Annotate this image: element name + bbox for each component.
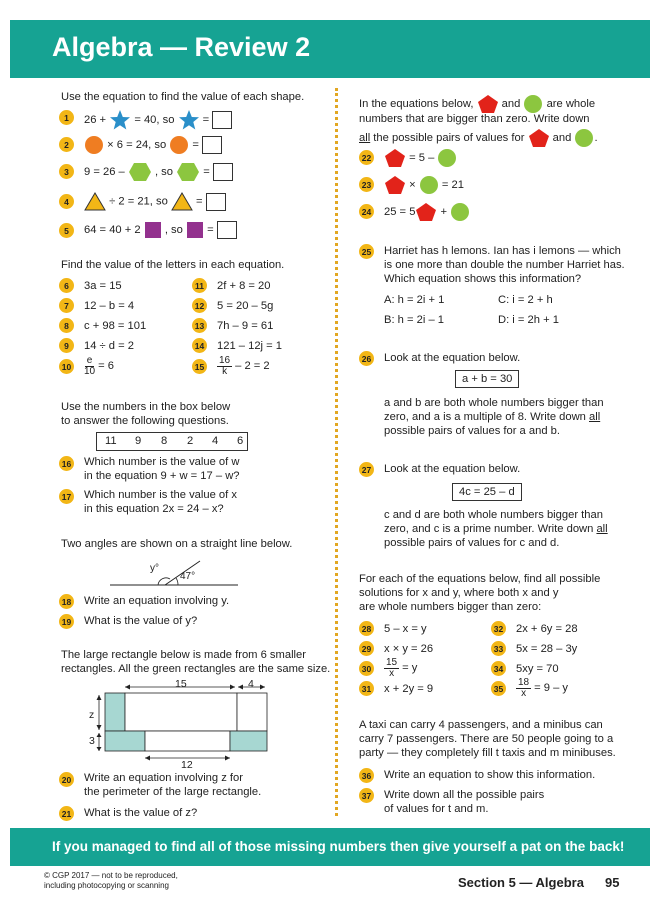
pentagon-icon	[528, 128, 550, 148]
number-value: 4	[212, 435, 219, 447]
angle-47-label: 47°	[180, 571, 196, 582]
question-23: × = 21	[384, 175, 464, 195]
equation: $\frac{15}{x}$ = y	[386, 656, 418, 679]
shapes-intro: Use the equation to find the value of each shape.	[61, 91, 305, 103]
circle-icon	[450, 202, 470, 222]
equation: 14 ÷ d = 2	[84, 340, 134, 352]
question-26-line3: possible pairs of values for a and b.	[384, 425, 560, 437]
question-badge: 24	[359, 204, 374, 219]
question-27-intro: Look at the equation below.	[384, 463, 521, 475]
circle-icon	[437, 148, 457, 168]
taxi-text: A taxi can carry 4 passengers, and a minibus can	[359, 719, 603, 731]
question-25-line2: is one more than double the number Harriet has.	[384, 259, 625, 271]
answer-box[interactable]	[212, 111, 232, 129]
equation: 121 – 12j = 1	[217, 340, 283, 352]
question-20-line2: the perimeter of the large rectangle.	[84, 786, 262, 798]
question-4: ÷ 2 = 21, so =	[84, 192, 226, 211]
question-badge: 12	[192, 298, 207, 313]
xy-intro: For each of the equations below, find all possible	[359, 573, 601, 585]
number-value: 8	[161, 435, 168, 447]
question-1: 26 + = 40, so =	[84, 109, 232, 131]
number-value: 2	[187, 435, 194, 447]
circle-icon	[84, 135, 104, 155]
question-17-line1: Which number is the value of x	[84, 489, 237, 501]
answer-box[interactable]	[213, 163, 233, 181]
angle-diagram	[110, 558, 240, 590]
page-title: Algebra — Review 2	[52, 32, 311, 62]
intro-line2: numbers that are bigger than zero. Write down	[359, 113, 590, 125]
option-a[interactable]: A: h = 2i + 1	[384, 294, 445, 306]
question-badge: 9	[59, 338, 74, 353]
question-badge: 32	[491, 621, 506, 636]
question-badge: 5	[59, 223, 74, 238]
numbers-intro: Use the numbers in the box below	[61, 401, 231, 413]
taxi-text: party — they completely fill t taxis and m minibuses.	[359, 747, 616, 759]
question-16-line1: Which number is the value of w	[84, 456, 240, 468]
question-badge: 29	[359, 641, 374, 656]
rect-intro: rectangles. All the green rectangles are the same size.	[61, 663, 331, 675]
triangle-icon	[171, 192, 193, 211]
question-37-line2: of values for t and m.	[384, 803, 489, 815]
question-badge: 25	[359, 244, 374, 259]
hexagon-icon	[176, 162, 200, 182]
question-19: What is the value of y?	[84, 615, 198, 627]
question-badge: 26	[359, 351, 374, 366]
equation: 3a = 15	[84, 280, 122, 292]
equation: $\frac{e}{10}$ = 6	[84, 354, 114, 377]
question-badge: 11	[192, 278, 207, 293]
equation: $\frac{16}{k}$ – 2 = 2	[219, 354, 270, 377]
option-c[interactable]: C: i = 2 + h	[498, 294, 553, 306]
question-22: = 5 –	[384, 148, 457, 168]
question-20-line1: Write an equation involving z for	[84, 772, 243, 784]
angles-intro: Two angles are shown on a straight line below.	[61, 538, 293, 550]
number-value: 6	[237, 435, 244, 447]
equation: x + 2y = 9	[384, 683, 434, 695]
square-icon	[186, 221, 204, 239]
equation-box: a + b = 30	[455, 370, 519, 388]
question-badge: 37	[359, 788, 374, 803]
pentagon-icon	[384, 148, 406, 168]
rect-label-12: 12	[181, 759, 193, 771]
question-27-line3: possible pairs of values for c and d.	[384, 537, 560, 549]
question-badge: 34	[491, 661, 506, 676]
equation: 2f + 8 = 20	[217, 280, 271, 292]
circle-icon	[574, 128, 594, 148]
section-label: Section 5 — Algebra	[458, 875, 584, 890]
question-25-line3: Which equation shows this information?	[384, 273, 582, 285]
equation: 7h – 9 = 61	[217, 320, 274, 332]
question-27-line1: c and d are both whole numbers bigger than	[384, 509, 603, 521]
question-badge: 21	[59, 806, 74, 821]
number-value: 9	[135, 435, 142, 447]
question-badge: 7	[59, 298, 74, 313]
question-badge: 33	[491, 641, 506, 656]
question-27-line2: zero, and c is a prime number. Write down all	[384, 523, 608, 535]
equation: 5 – x = y	[384, 623, 427, 635]
question-2: × 6 = 24, so =	[84, 135, 222, 155]
question-badge: 22	[359, 150, 374, 165]
circle-icon	[169, 135, 189, 155]
equation: 12 – b = 4	[84, 300, 135, 312]
equation: 5xy = 70	[516, 663, 559, 675]
question-badge: 19	[59, 614, 74, 629]
pentagon-icon	[477, 94, 499, 114]
question-badge: 27	[359, 462, 374, 477]
xy-intro: are whole numbers bigger than zero:	[359, 601, 542, 613]
shapes-intro-right: In the equations below, and are whole	[359, 94, 595, 114]
rect-label-z: z	[89, 709, 95, 721]
question-5: 64 = 40 + 2 , so =	[84, 221, 237, 239]
question-badge: 35	[491, 681, 506, 696]
equation: 5x = 28 – 3y	[516, 643, 578, 655]
question-badge: 17	[59, 489, 74, 504]
question-24: 25 = 5 +	[384, 202, 470, 222]
question-badge: 20	[59, 772, 74, 787]
equation: c + 98 = 101	[84, 320, 147, 332]
triangle-icon	[84, 192, 106, 211]
question-badge: 23	[359, 177, 374, 192]
question-21: What is the value of z?	[84, 807, 198, 819]
question-18: Write an equation involving y.	[84, 595, 230, 607]
header-banner	[10, 20, 650, 78]
equation-box: 4c = 25 – d	[452, 483, 522, 501]
option-d[interactable]: D: i = 2h + 1	[498, 314, 559, 326]
rectangle-diagram	[80, 678, 280, 770]
question-badge: 28	[359, 621, 374, 636]
angle-y-label: y°	[150, 563, 159, 574]
question-badge: 14	[192, 338, 207, 353]
rect-label-4: 4	[248, 678, 254, 690]
question-badge: 6	[59, 278, 74, 293]
question-36: Write an equation to show this information.	[384, 769, 596, 781]
numbers-intro: to answer the following questions.	[61, 415, 229, 427]
question-badge: 31	[359, 681, 374, 696]
circle-icon	[419, 175, 439, 195]
question-badge: 3	[59, 164, 74, 179]
question-badge: 16	[59, 456, 74, 471]
hexagon-icon	[128, 162, 152, 182]
question-badge: 4	[59, 194, 74, 209]
circle-icon	[523, 94, 543, 114]
equation: 5 = 20 – 5g	[217, 300, 274, 312]
question-badge: 13	[192, 318, 207, 333]
question-3: 9 = 26 – , so =	[84, 162, 233, 182]
letters-intro: Find the value of the letters in each equation.	[61, 259, 285, 271]
question-badge: 18	[59, 594, 74, 609]
column-divider	[335, 88, 338, 816]
answer-box[interactable]	[206, 193, 226, 211]
question-badge: 15	[192, 359, 207, 374]
question-17-line2: in this equation 2x = 24 – x?	[84, 503, 224, 515]
taxi-text: carry 7 passengers. There are 50 people going to a	[359, 733, 614, 745]
star-icon	[178, 109, 200, 131]
question-25-line1: Harriet has h lemons. Ian has i lemons — which	[384, 245, 621, 257]
pentagon-icon	[415, 202, 437, 222]
intro-line3: all the possible pairs of values for and .	[359, 128, 598, 148]
question-26-line1: a and b are both whole numbers bigger than	[384, 397, 604, 409]
question-26-line2: zero, and a is a multiple of 8. Write down all	[384, 411, 601, 423]
equation: 2x + 6y = 28	[516, 623, 578, 635]
star-icon	[109, 109, 131, 131]
page-number: 95	[605, 875, 620, 890]
pentagon-icon	[384, 175, 406, 195]
question-badge: 1	[59, 110, 74, 125]
answer-box[interactable]	[217, 221, 237, 239]
question-badge: 36	[359, 768, 374, 783]
question-badge: 10	[59, 359, 74, 374]
copyright: © CGP 2017 — not to be reproduced, including photocopying or scanning	[44, 871, 178, 890]
xy-intro: solutions for x and y, where both x and y	[359, 587, 559, 599]
question-16-line2: in the equation 9 + w = 17 – w?	[84, 470, 240, 482]
rect-intro: The large rectangle below is made from 6 smaller	[61, 649, 306, 661]
rect-label-15: 15	[175, 678, 187, 690]
question-26-intro: Look at the equation below.	[384, 352, 521, 364]
rect-label-3: 3	[89, 735, 95, 747]
question-badge: 8	[59, 318, 74, 333]
footer-message: If you managed to find all of those missing numbers then give yourself a pat on the back!	[52, 839, 625, 854]
question-badge: 2	[59, 137, 74, 152]
question-badge: 30	[359, 661, 374, 676]
number-value: 11	[105, 435, 117, 447]
equation: x × y = 26	[384, 643, 434, 655]
answer-box[interactable]	[202, 136, 222, 154]
option-b[interactable]: B: h = 2i – 1	[384, 314, 445, 326]
number-box	[96, 432, 248, 451]
square-icon	[144, 221, 162, 239]
question-37-line1: Write down all the possible pairs	[384, 789, 545, 801]
equation: $\frac{18}{x}$ = 9 – y	[518, 676, 569, 699]
footer-banner	[10, 828, 650, 866]
